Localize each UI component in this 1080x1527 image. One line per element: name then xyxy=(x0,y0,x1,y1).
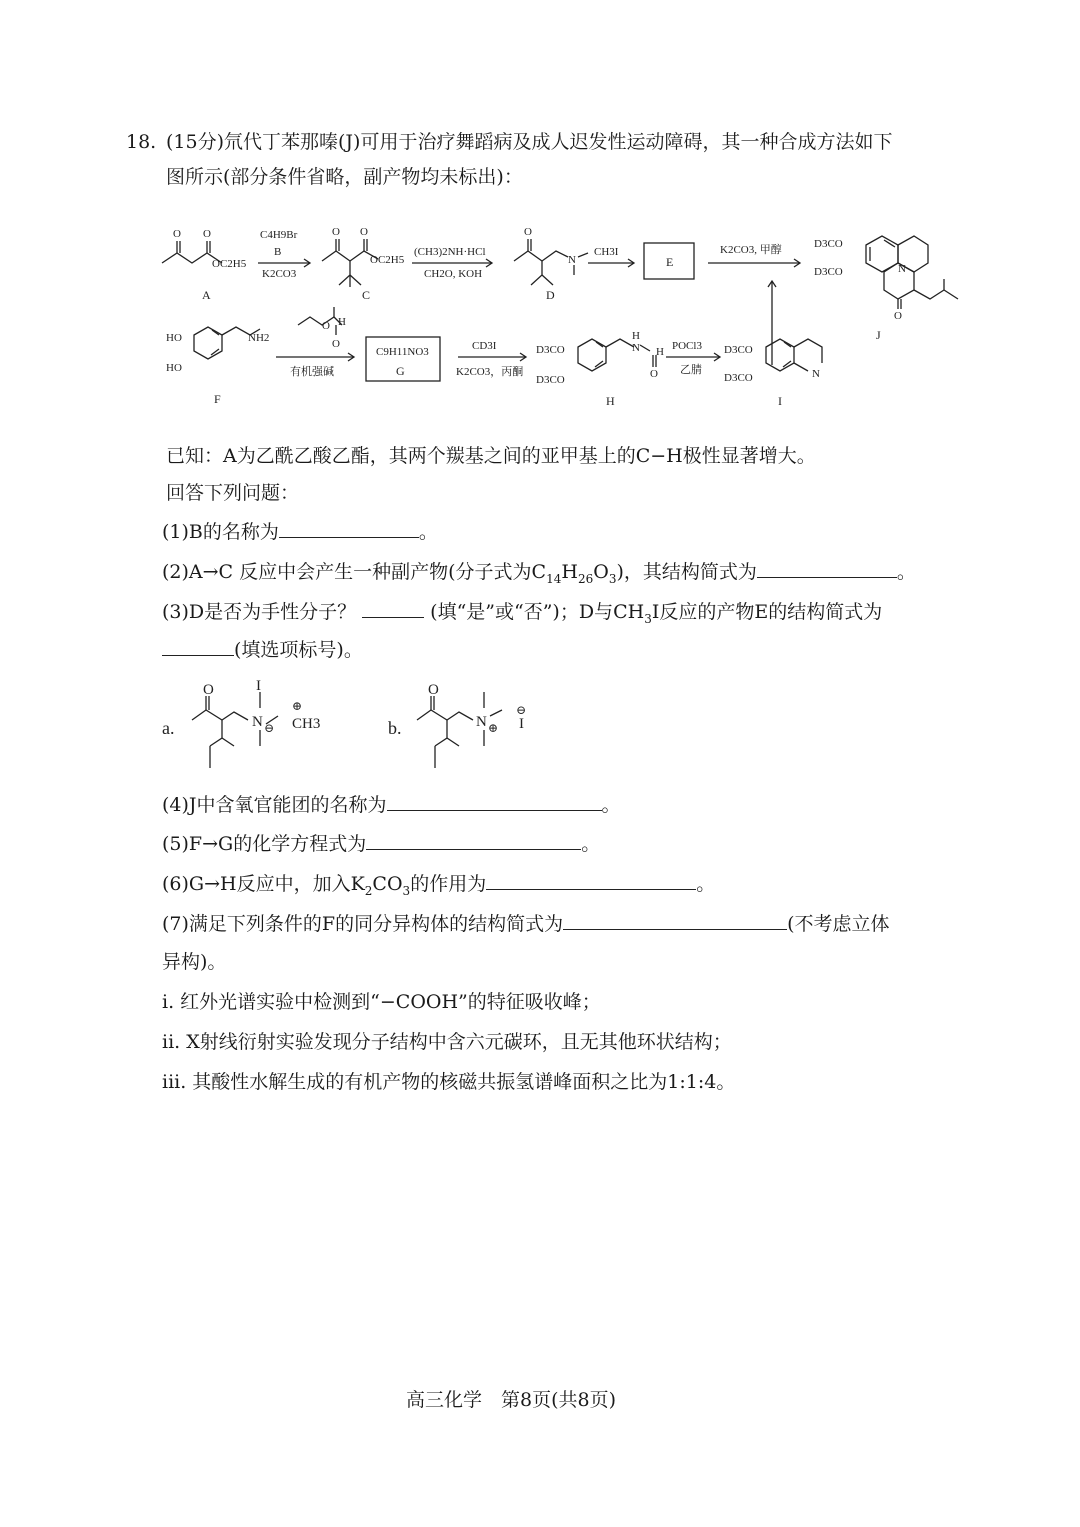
c-oet: OC2H5 xyxy=(370,254,405,266)
answer-blank-4[interactable] xyxy=(387,792,602,811)
option-a-plus: ⊕ xyxy=(292,699,303,713)
j-o: O xyxy=(894,310,902,322)
reagent-2-top: (CH3)2NH·HCl xyxy=(414,246,486,258)
question-4: (4)J中含氧官能团的名称为 。 xyxy=(162,794,621,816)
question-1: (1)B的名称为 。 xyxy=(162,521,438,543)
label-g: G xyxy=(396,364,405,378)
answer-prompt: 回答下列问题： xyxy=(166,482,300,504)
h-h2: H xyxy=(656,346,664,358)
j-n: N xyxy=(898,263,906,275)
reagent-6-top: CD3I xyxy=(472,340,497,352)
h-d3co1: D3CO xyxy=(536,344,565,356)
option-a-o: O xyxy=(203,682,214,698)
f-ho1: HO xyxy=(166,332,182,344)
question-7-line2: 异构)。 xyxy=(162,951,227,973)
compound-h-ring xyxy=(578,339,606,371)
c-o1: O xyxy=(332,226,340,238)
question-3: (3)D是否为手性分子？ (填“是”或“否”)；D与$CH_3I$反应的产物E的结构简式为 xyxy=(162,601,883,626)
option-b-plus: ⊕ xyxy=(488,721,499,735)
known-info: 已知：A为乙酰乙酸乙酯，其两个羰基之间的亚甲基上的C−H极性显著增大。 xyxy=(166,445,816,467)
reagent-2-bot: CH2O, KOH xyxy=(424,268,483,280)
answer-blank-2[interactable] xyxy=(757,559,897,578)
question-2: (2)A→C 反应中会产生一种副产物(分子式为$C_{14}H_{26}O_3$)，其结构简式为 。 xyxy=(162,561,916,586)
formate-o: O xyxy=(322,320,330,332)
i-d3co2: D3CO xyxy=(724,372,753,384)
a-o1: O xyxy=(173,228,181,240)
option-b-label: b. xyxy=(388,718,402,738)
label-h: H xyxy=(606,394,615,408)
question-intro-line2: 图所示(部分条件省略，副产物均未标出)： xyxy=(166,166,523,188)
answer-blank-3a[interactable] xyxy=(362,599,424,618)
g-formula: C9H11NO3 xyxy=(376,346,429,358)
reagent-1-top: C4H9Br xyxy=(260,229,298,241)
compound-f-ring xyxy=(194,327,222,359)
reagent-3: CH3I xyxy=(594,246,619,258)
option-a-n: N xyxy=(252,714,263,730)
question-3-line2: (填选项标号)。 xyxy=(162,636,363,664)
option-a-ch3: CH3 xyxy=(292,716,321,732)
reagent-6-bot: K2CO3，丙酮 xyxy=(456,366,524,378)
compound-i-ring1 xyxy=(766,339,794,371)
reagent-7-top: POCl3 xyxy=(672,340,702,352)
formate-h: H xyxy=(338,316,346,328)
label-c: C xyxy=(362,288,371,302)
condition-2: ii. X射线衍射实验发现分子结构中含六元碳环，且无其他环状结构； xyxy=(162,1031,732,1053)
d-n: N xyxy=(568,254,576,266)
h-n: N xyxy=(632,342,640,354)
option-a-label: a. xyxy=(162,718,175,738)
formate-o2: O xyxy=(332,338,340,350)
label-i: I xyxy=(778,394,782,408)
h-d3co2: D3CO xyxy=(536,374,565,386)
c-o2: O xyxy=(360,226,368,238)
question-number: 18. xyxy=(126,131,157,153)
question-intro-line1: (15分)氘代丁苯那嗪(J)可用于治疗舞蹈病及成人迟发性运动障碍，其一种合成方法如下 xyxy=(166,131,893,153)
question-7: (7)满足下列条件的F的同分异构体的结构简式为 (不考虑立体 xyxy=(162,913,890,935)
label-d: D xyxy=(546,288,555,302)
d-o: O xyxy=(524,226,532,238)
reagent-5: 有机强碱 xyxy=(290,366,334,378)
answer-blank-5[interactable] xyxy=(366,831,581,850)
answer-blank-1[interactable] xyxy=(279,519,419,538)
synthesis-scheme xyxy=(150,215,980,420)
question-5: (5)F→G的化学方程式为 。 xyxy=(162,833,601,855)
option-a-minus: ⊖ xyxy=(264,721,275,735)
option-b-minus: ⊖ xyxy=(516,703,527,717)
f-nh2: NH2 xyxy=(248,332,270,344)
reagent-1-bot: K2CO3 xyxy=(262,268,297,280)
page-footer: 高三化学 第8页(共8页) xyxy=(406,1389,617,1411)
label-f: F xyxy=(214,392,221,406)
label-e: E xyxy=(666,255,674,269)
option-b-n: N xyxy=(476,714,487,730)
condition-1: i. 红外光谱实验中检测到“−COOH”的特征吸收峰； xyxy=(162,991,601,1013)
reagent-4: K2CO3, 甲醇 xyxy=(720,244,782,256)
h-o: O xyxy=(650,368,658,380)
f-ho2: HO xyxy=(166,362,182,374)
reagent-7-bot: 乙腈 xyxy=(680,364,702,376)
option-b-o: O xyxy=(428,682,439,698)
option-structures xyxy=(160,680,560,780)
a-oet: OC2H5 xyxy=(212,258,247,270)
j-d3co1: D3CO xyxy=(814,238,843,250)
option-a-i: I xyxy=(256,680,261,694)
condition-3: iii. 其酸性水解生成的有机产物的核磁共振氢谱峰面积之比为1:1:4。 xyxy=(162,1071,736,1093)
h-h1: H xyxy=(632,330,640,342)
label-j: J xyxy=(876,328,881,342)
reagent-1-mid: B xyxy=(274,246,282,258)
option-b-i: I xyxy=(519,716,524,732)
answer-blank-7[interactable] xyxy=(563,911,787,930)
j-d3co2: D3CO xyxy=(814,266,843,278)
i-n: N xyxy=(812,368,820,380)
compound-d-skeleton xyxy=(514,251,568,261)
a-o2: O xyxy=(203,228,211,240)
answer-blank-3b[interactable] xyxy=(162,637,234,656)
i-d3co1: D3CO xyxy=(724,344,753,356)
answer-blank-6[interactable] xyxy=(486,871,696,890)
question-6: (6)G→H反应中，加入$K_2CO_3$的作用为 。 xyxy=(162,873,716,898)
label-a: A xyxy=(202,288,211,302)
